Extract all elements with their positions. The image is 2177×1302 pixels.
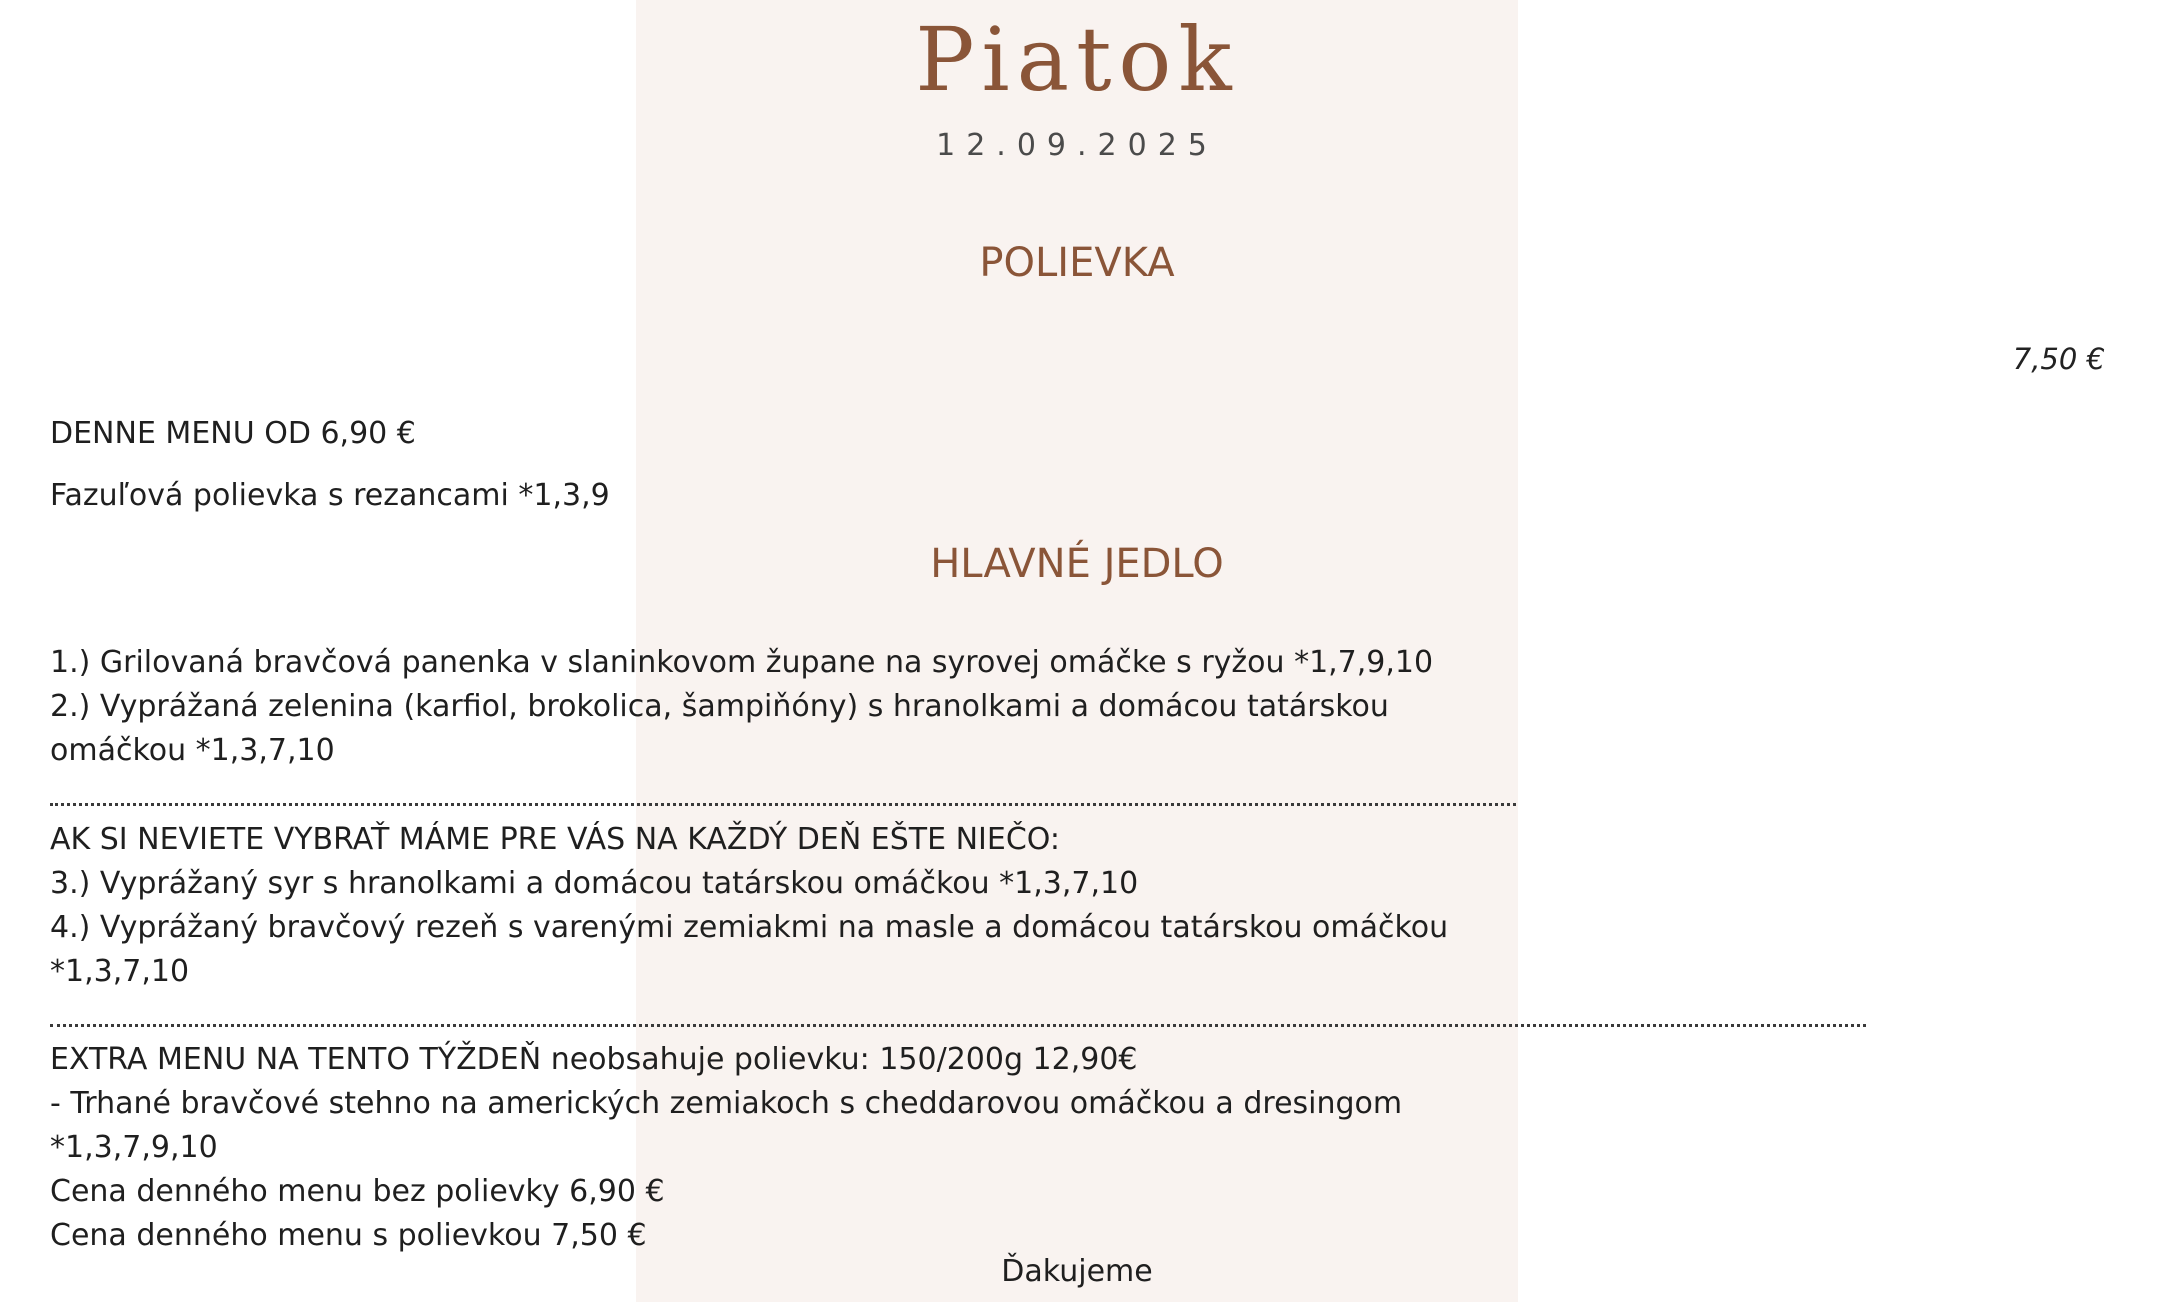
- alternatives-line: 3.) Vyprážaný syr s hranolkami a domácou tatárskou omáčkou *1,3,7,10: [50, 866, 1139, 901]
- main-dish-line: 2.) Vyprážaná zelenina (karfiol, brokolica, šampiňóny) s hranolkami a domácou tatárskou: [50, 689, 1389, 724]
- main-dish-line: omáčkou *1,3,7,10: [50, 733, 335, 768]
- day-title: Piatok: [915, 8, 1239, 111]
- extra-menu-line: *1,3,7,9,10: [50, 1130, 218, 1165]
- alternatives-line: 4.) Vyprážaný bravčový rezeň s varenými zemiakmi na masle a domácou tatárskou omáčkou: [50, 910, 1449, 945]
- thanks-text: Ďakujeme: [1001, 1254, 1153, 1289]
- menu-price: 7,50 €: [2012, 342, 2105, 376]
- daily-menu-label: DENNE MENU OD 6,90 €: [50, 416, 416, 451]
- dotted-divider: [50, 1024, 1866, 1027]
- dotted-divider: [50, 803, 1516, 806]
- extra-menu-line: - Trhané bravčové stehno na amerických zemiakoch s cheddarovou omáčkou a dresingom: [50, 1086, 1403, 1121]
- main-dish-line: 1.) Grilovaná bravčová panenka v slaninkovom župane na syrovej omáčke s ryžou *1,7,9,10: [50, 645, 1434, 680]
- extra-menu-line: Cena denného menu bez polievky 6,90 €: [50, 1174, 665, 1209]
- alternatives-line: *1,3,7,10: [50, 954, 190, 989]
- extra-menu-line: Cena denného menu s polievkou 7,50 €: [50, 1218, 647, 1253]
- alternatives-line: AK SI NEVIETE VYBRAŤ MÁME PRE VÁS NA KAŽDÝ DEŇ EŠTE NIEČO:: [50, 822, 1060, 857]
- soup-item: Fazuľová polievka s rezancami *1,3,9: [50, 478, 610, 513]
- menu-date: 12.09.2025: [936, 128, 1218, 163]
- main-dish-heading: HLAVNÉ JEDLO: [930, 541, 1224, 587]
- soup-heading: POLIEVKA: [979, 240, 1175, 286]
- extra-menu-line: EXTRA MENU NA TENTO TÝŽDEŇ neobsahuje polievku: 150/200g 12,90€: [50, 1042, 1138, 1077]
